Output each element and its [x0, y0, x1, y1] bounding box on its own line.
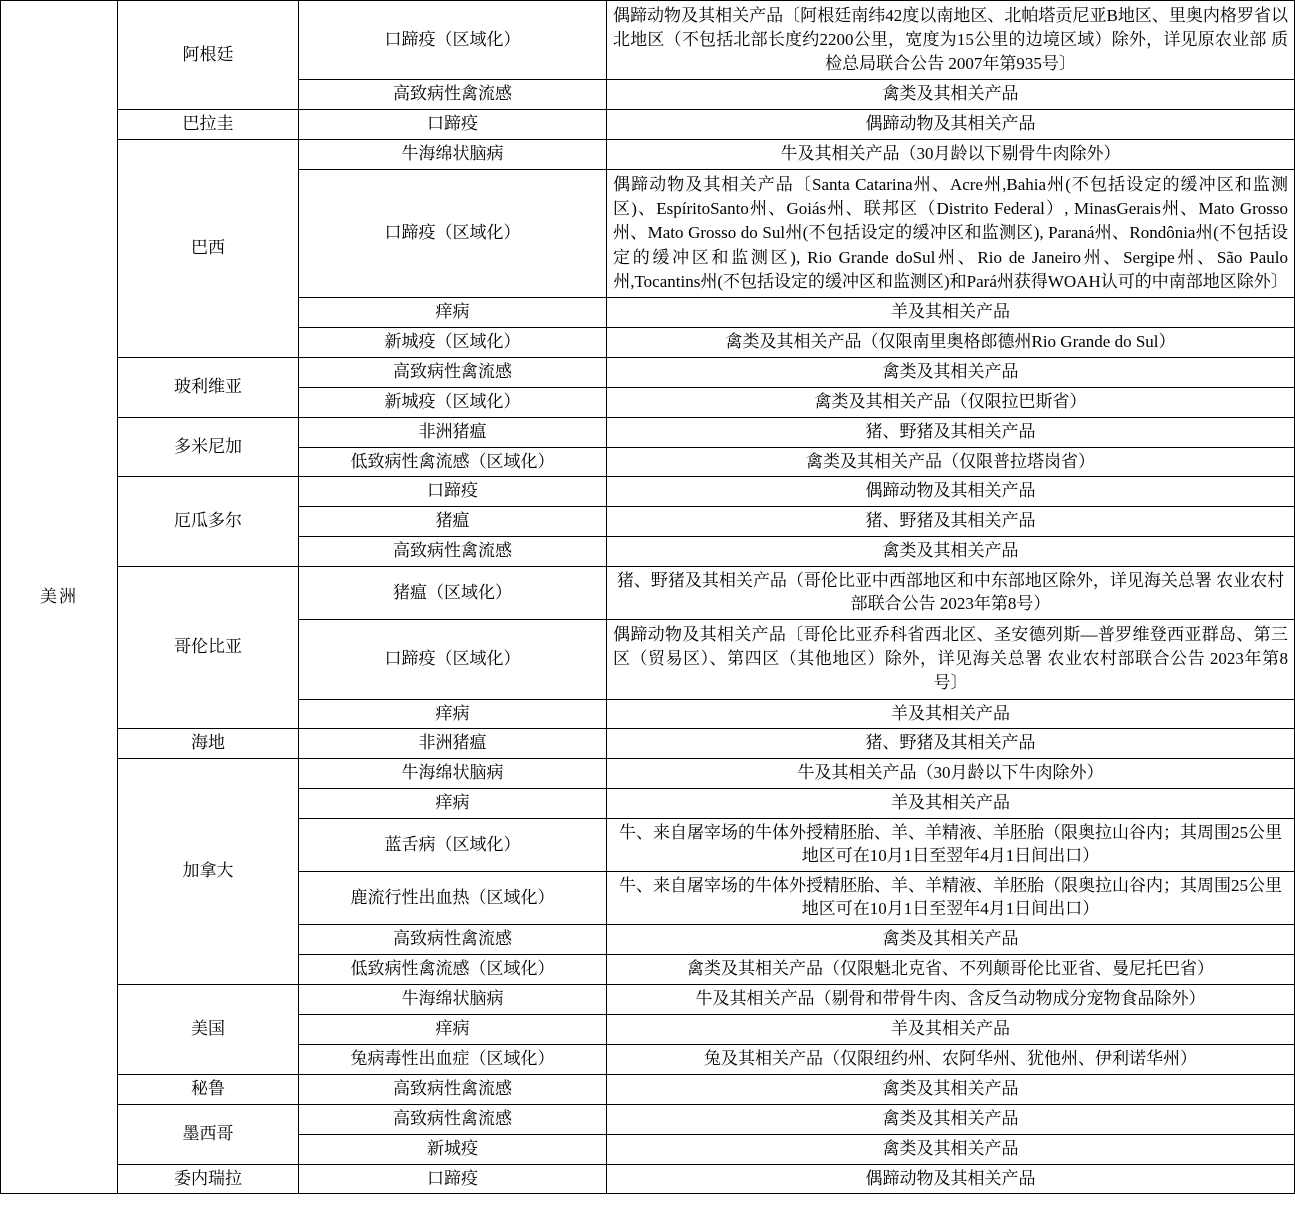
country-cell: 厄瓜多尔	[118, 477, 299, 567]
products-cell: 羊及其相关产品	[607, 297, 1295, 327]
disease-cell: 高致病性禽流感	[299, 925, 607, 955]
products-cell: 禽类及其相关产品（仅限普拉塔岗省）	[607, 447, 1295, 477]
disease-cell: 非洲猪瘟	[299, 729, 607, 759]
disease-cell: 高致病性禽流感	[299, 80, 607, 110]
disease-cell: 口蹄疫	[299, 477, 607, 507]
products-cell: 牛及其相关产品（30月龄以下剔骨牛肉除外）	[607, 140, 1295, 170]
table-row	[1, 729, 1295, 759]
disease-cell: 鹿流行性出血热（区域化）	[299, 872, 607, 925]
products-cell: 羊及其相关产品	[607, 789, 1295, 819]
products-cell: 禽类及其相关产品	[607, 80, 1295, 110]
disease-cell: 口蹄疫（区域化）	[299, 170, 607, 298]
products-cell: 偶蹄动物及其相关产品	[607, 110, 1295, 140]
products-cell: 禽类及其相关产品（仅限南里奥格郎德州Rio Grande do Sul）	[607, 327, 1295, 357]
country-cell: 玻利维亚	[118, 357, 299, 417]
products-cell: 牛、来自屠宰场的牛体外授精胚胎、羊、羊精液、羊胚胎（限奥拉山谷内；其周围25公里地区可在10月1日至翌年4月1日间出口）	[607, 872, 1295, 925]
products-cell: 牛及其相关产品（30月龄以下牛肉除外）	[607, 759, 1295, 789]
products-cell: 牛、来自屠宰场的牛体外授精胚胎、羊、羊精液、羊胚胎（限奥拉山谷内；其周围25公里地区可在10月1日至翌年4月1日间出口）	[607, 819, 1295, 872]
products-cell: 偶蹄动物及其相关产品〔阿根廷南纬42度以南地区、北帕塔贡尼亚B地区、里奥内格罗省以北地区（不包括北部长度约2200公里，宽度为15公里的边境区域）除外，详见原农业部 质检总局联合公告 2007年第935号〕	[607, 1, 1295, 80]
disease-cell: 兔病毒性出血症（区域化）	[299, 1044, 607, 1074]
disease-cell: 口蹄疫	[299, 1164, 607, 1194]
table-row	[1, 417, 1295, 447]
table-row	[1, 1074, 1295, 1104]
table-row	[1, 140, 1295, 170]
products-cell: 兔及其相关产品（仅限纽约州、农阿华州、犹他州、伊利诺华州）	[607, 1044, 1295, 1074]
products-cell: 猪、野猪及其相关产品	[607, 507, 1295, 537]
table-row	[1, 567, 1295, 620]
products-cell: 羊及其相关产品	[607, 699, 1295, 729]
disease-cell: 口蹄疫	[299, 110, 607, 140]
products-cell: 禽类及其相关产品（仅限拉巴斯省）	[607, 387, 1295, 417]
disease-cell: 痒病	[299, 1014, 607, 1044]
products-cell: 羊及其相关产品	[607, 1014, 1295, 1044]
disease-cell: 新城疫	[299, 1134, 607, 1164]
table-row	[1, 1164, 1295, 1194]
disease-cell: 口蹄疫（区域化）	[299, 620, 607, 699]
disease-cell: 蓝舌病（区域化）	[299, 819, 607, 872]
disease-cell: 高致病性禽流感	[299, 357, 607, 387]
disease-cell: 低致病性禽流感（区域化）	[299, 954, 607, 984]
table-row	[1, 110, 1295, 140]
table-row	[1, 357, 1295, 387]
disease-cell: 牛海绵状脑病	[299, 140, 607, 170]
products-cell: 偶蹄动物及其相关产品	[607, 477, 1295, 507]
country-cell: 哥伦比亚	[118, 567, 299, 729]
country-cell: 阿根廷	[118, 1, 299, 110]
disease-cell: 牛海绵状脑病	[299, 759, 607, 789]
country-cell: 海地	[118, 729, 299, 759]
products-cell: 偶蹄动物及其相关产品	[607, 1164, 1295, 1194]
products-cell: 猪、野猪及其相关产品（哥伦比亚中西部地区和中东部地区除外，详见海关总署 农业农村部联合公告 2023年第8号）	[607, 567, 1295, 620]
country-cell: 委内瑞拉	[118, 1164, 299, 1194]
table-row	[1, 1, 1295, 80]
disease-cell: 高致病性禽流感	[299, 537, 607, 567]
products-cell: 禽类及其相关产品	[607, 1104, 1295, 1134]
products-cell: 禽类及其相关产品	[607, 357, 1295, 387]
disease-cell: 新城疫（区域化）	[299, 327, 607, 357]
disease-cell: 低致病性禽流感（区域化）	[299, 447, 607, 477]
country-cell: 多米尼加	[118, 417, 299, 477]
products-cell: 禽类及其相关产品	[607, 1074, 1295, 1104]
table-row	[1, 1104, 1295, 1134]
country-cell: 墨西哥	[118, 1104, 299, 1164]
table-body	[1, 1, 1295, 1194]
country-cell: 巴西	[118, 140, 299, 357]
table-row	[1, 759, 1295, 789]
region-cell: 美洲	[1, 1, 118, 1194]
disease-cell: 新城疫（区域化）	[299, 387, 607, 417]
country-cell: 美国	[118, 984, 299, 1074]
disease-cell: 痒病	[299, 297, 607, 327]
products-cell: 禽类及其相关产品	[607, 925, 1295, 955]
table-row	[1, 984, 1295, 1014]
disease-cell: 口蹄疫（区域化）	[299, 1, 607, 80]
products-cell: 禽类及其相关产品	[607, 1134, 1295, 1164]
products-cell: 猪、野猪及其相关产品	[607, 417, 1295, 447]
country-cell: 巴拉圭	[118, 110, 299, 140]
table-row	[1, 477, 1295, 507]
products-cell: 偶蹄动物及其相关产品〔Santa Catarina州、Acre州,Bahia州(不包括设定的缓冲区和监测区)、EspíritoSanto州、Goiás州、联邦区（Distrito Federal）, MinasGerais州、Mato Grosso州、Mato Grosso do Sul州(不包括设定的缓冲区和监测区), Paraná州、Rondônia州(不包括设定的缓冲区和监测区), Rio Grande doSul州、Rio de Janeiro州、Sergipe州、São Paulo州,Tocantins州(不包括设定的缓冲区和监测区)和Pará州获得WOAH认可的中南部地区除外〕	[607, 170, 1295, 298]
disease-cell: 猪瘟（区域化）	[299, 567, 607, 620]
disease-cell: 猪瘟	[299, 507, 607, 537]
products-cell: 牛及其相关产品（剔骨和带骨牛肉、含反刍动物成分宠物食品除外）	[607, 984, 1295, 1014]
products-cell: 禽类及其相关产品	[607, 537, 1295, 567]
disease-cell: 高致病性禽流感	[299, 1104, 607, 1134]
disease-cell: 牛海绵状脑病	[299, 984, 607, 1014]
country-cell: 秘鲁	[118, 1074, 299, 1104]
disease-cell: 高致病性禽流感	[299, 1074, 607, 1104]
products-cell: 偶蹄动物及其相关产品〔哥伦比亚乔科省西北区、圣安德列斯—普罗维登西亚群岛、第三区（贸易区）、第四区（其他地区）除外，详见海关总署 农业农村部联合公告 2023年第8号〕	[607, 620, 1295, 699]
products-cell: 猪、野猪及其相关产品	[607, 729, 1295, 759]
disease-cell: 痒病	[299, 699, 607, 729]
country-cell: 加拿大	[118, 759, 299, 985]
disease-cell: 非洲猪瘟	[299, 417, 607, 447]
disease-cell: 痒病	[299, 789, 607, 819]
products-cell: 禽类及其相关产品（仅限魁北克省、不列颠哥伦比亚省、曼尼托巴省）	[607, 954, 1295, 984]
